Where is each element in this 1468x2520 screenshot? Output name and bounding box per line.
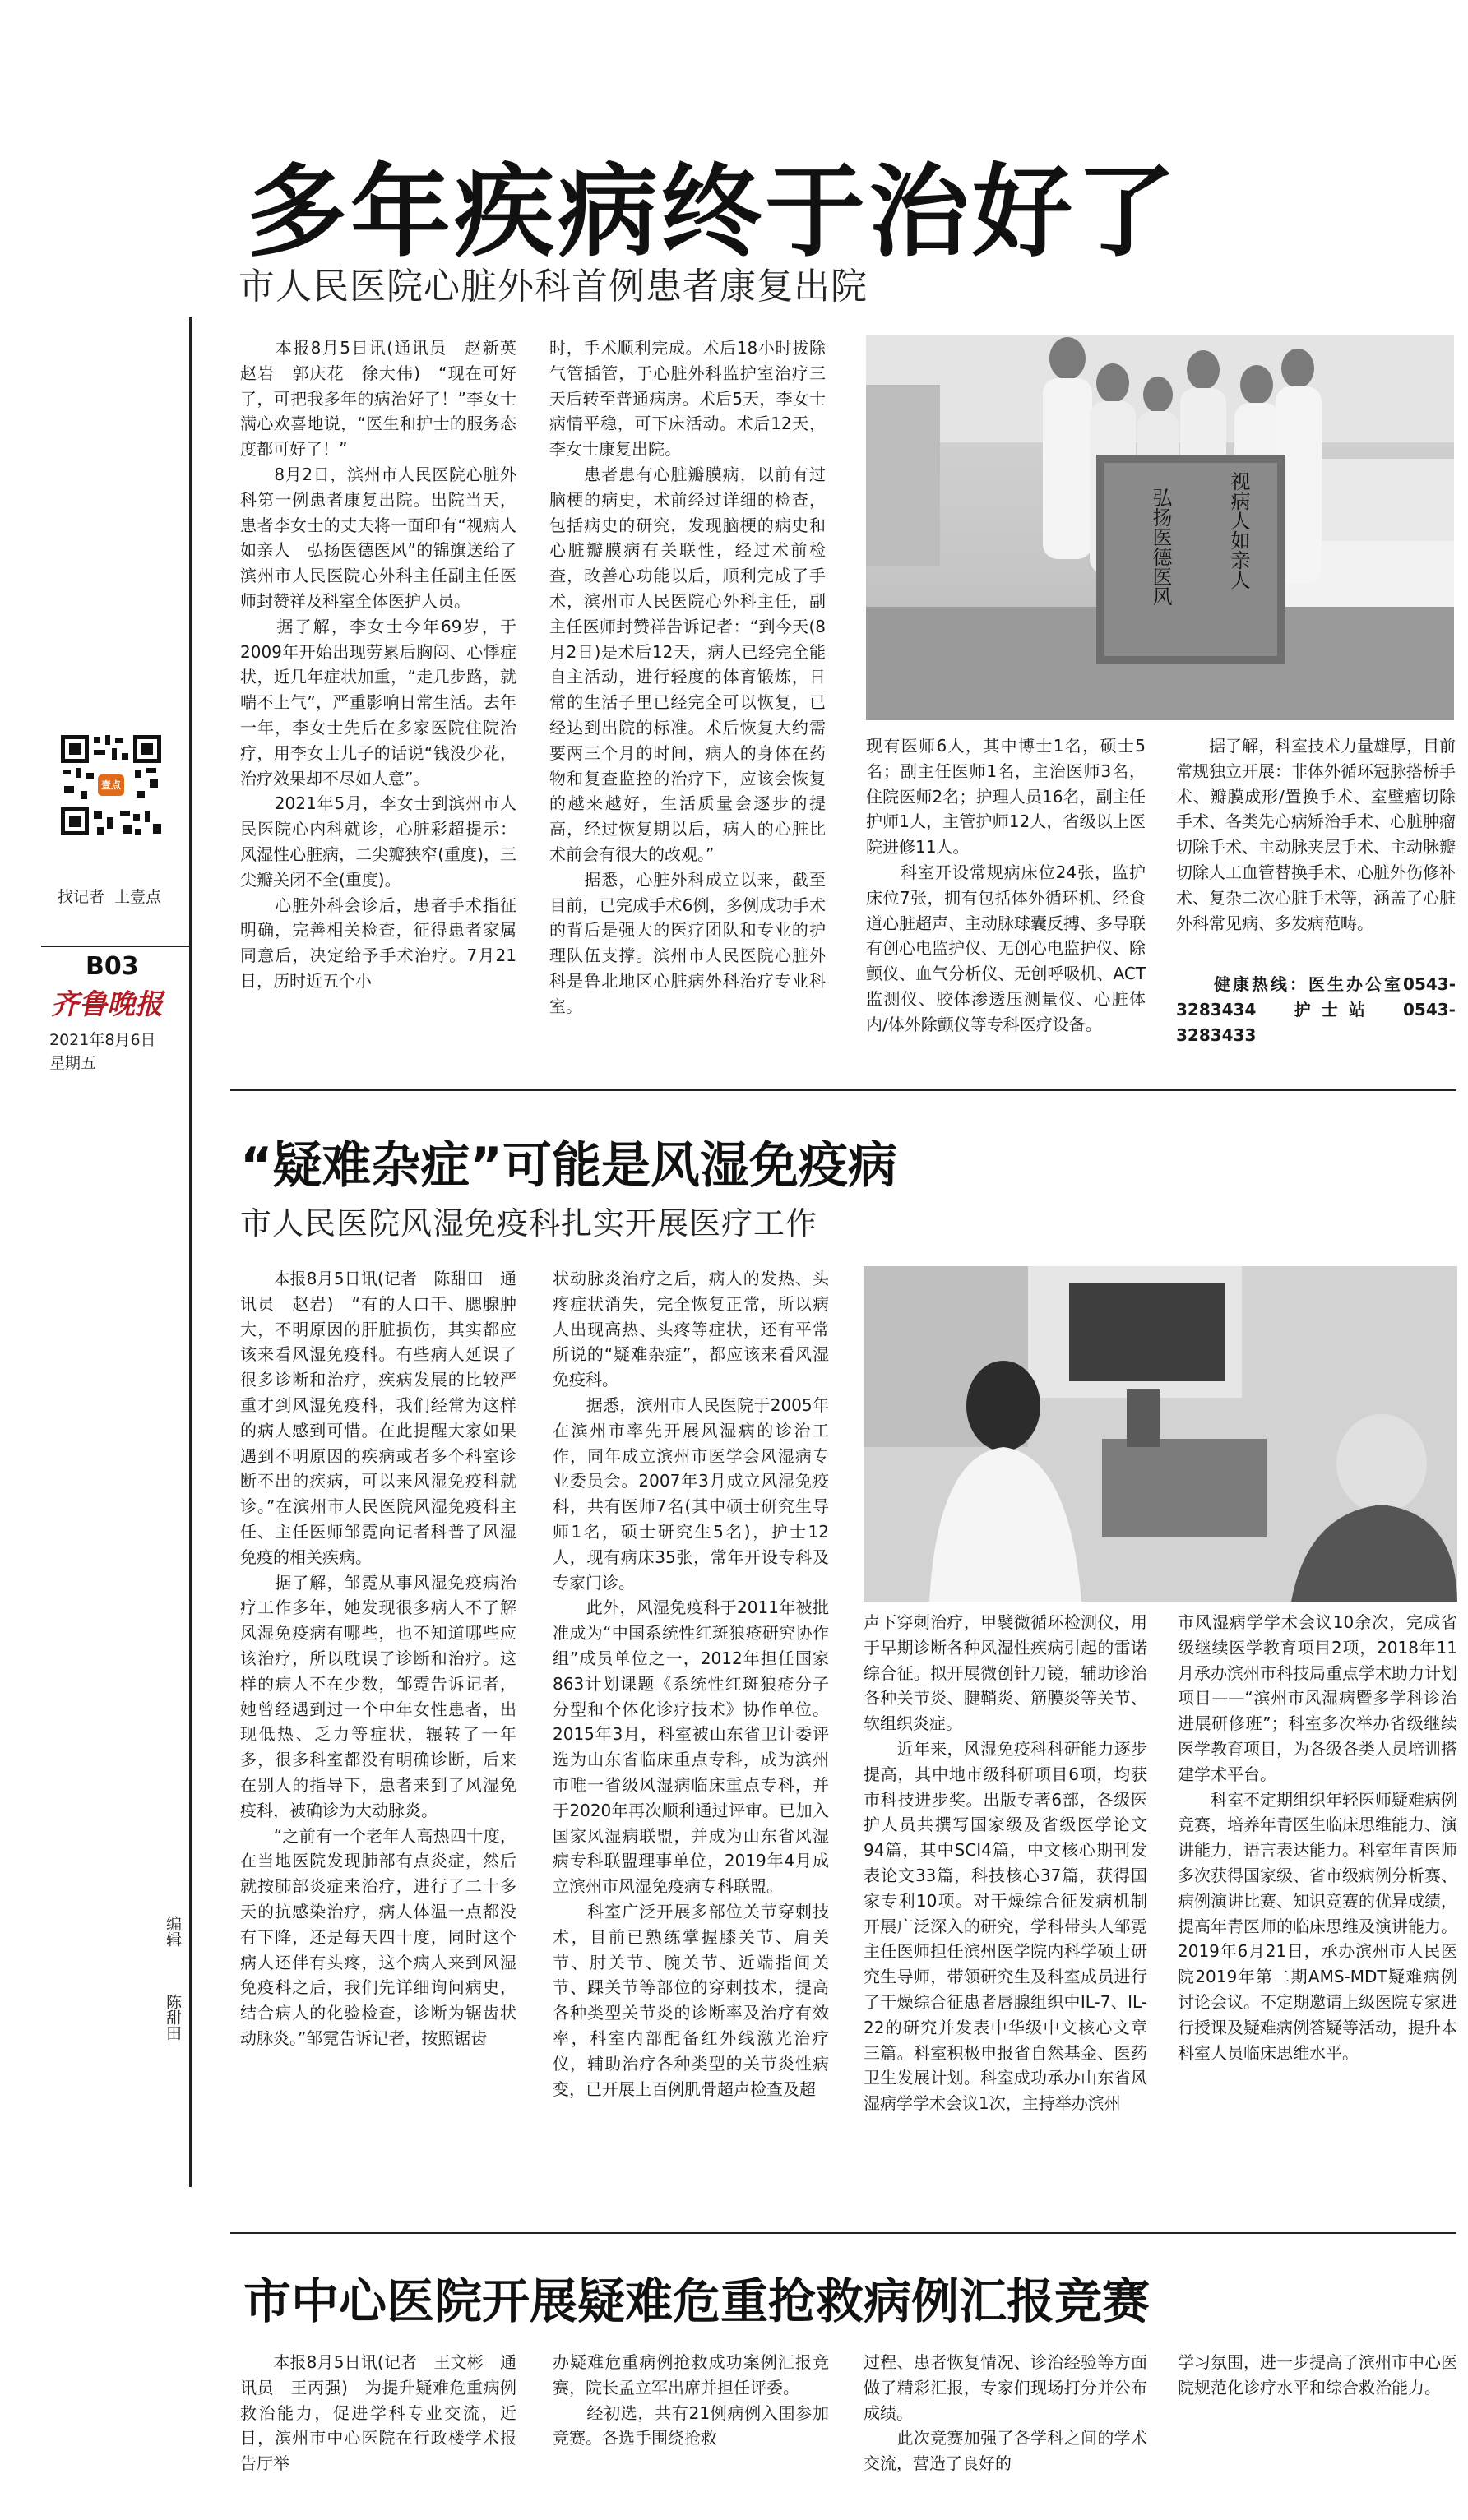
article1-headline: 多年疾病终于治好了 xyxy=(247,154,1179,270)
health-hotline: 健康热线：医生办公室0543-3283434 护士站 0543-3283433 xyxy=(1176,974,1456,1045)
article3-col4: 学习氛围，进一步提高了滨州市中心医院规范化诊疗水平和综合救治能力。 xyxy=(1178,2352,1457,2397)
doctor-examination-image xyxy=(864,1266,1457,1602)
article1-photo xyxy=(866,335,1454,720)
article-divider-1 xyxy=(230,1089,1456,1091)
qr-code[interactable] xyxy=(58,732,164,839)
page-code: B03 xyxy=(86,952,139,981)
article2-photo xyxy=(864,1266,1457,1602)
paper-name: 齐鲁晚报 xyxy=(51,988,163,1021)
qr-badge: 壹点 xyxy=(98,774,124,796)
article1-col2: 时，手术顺利完成。术后18小时拔除气管插管，于心脏外科监护室治疗三天后转至普通病房。术后5天，李女士病情平稳，可下床活动。术后12天，李女士康复出院。 患者患有心脏瓣膜病，以前有过脑梗的病史，术前经过详细的检查，包括病史的研究，发现脑梗的病史和心脏瓣膜病有关联性，经过术前检查，改善心功能以后，顺利完成了手术，滨州市人民医院心外科主任，副主任医师封赞祥告诉记者：“到今天(8月2日)是术后12天，病人已经完全能自主活动，进行轻度的体育锻炼，日常的生活子里已经完全可以恢复，已经达到出院的标准。术后恢复大约需要两三个月的时间，病人的身体在药物和复查监控的治疗下，应该会恢复的越来越好，生活质量会逐步的提高，经过恢复期以后，病人的心脏比术前会有很大的改观。” 据悉，心脏外科成立以来，截至目前，已完成手术6例，多例成功手术的背后是强大的医疗团队和专业的护理队伍支撑。滨州市人民医院心脏外科是鲁北地区心脏病外科治疗专业科室。 xyxy=(549,338,826,1016)
article2-subhead: 市人民医院风湿免疫科扎实开展医疗工作 xyxy=(240,1205,818,1242)
banner-left: 视病人如亲人 xyxy=(1227,471,1250,590)
article3-col2: 办疑难危重病例抢救成功案例汇报竞赛，院长孟立军出席并担任评委。 经初选，共有21例病例入围参加竞赛。各选手围绕抢救 xyxy=(553,2352,829,2448)
article1-col3: 现有医师6人，其中博士1名，硕士5名；副主任医师1名，主治医师3名，住院医师2名；护理人员16名，副主任护师1人，主管护师12人，省级以上医院进修11人。 科室开设常规病床位24张，监护床位7张，拥有包括体外循环机、经食道心脏超声、主动脉球囊反搏、多导联有创心电监护仪、无创心电监护仪、除颤仪、血气分析仪、无创呼吸机、ACT监测仪、胶体渗透压测量仪、心脏体内/体外除颤仪等专科医疗设备。 xyxy=(866,736,1146,1034)
article-divider-2 xyxy=(230,2232,1456,2234)
sidebar-rule-bottom xyxy=(189,1073,192,2187)
sidebar xyxy=(0,0,189,2520)
reporter-label: 找记者 上壹点 xyxy=(58,888,162,906)
sidebar-rule-top xyxy=(189,317,192,1073)
issue-date: 2021年8月6日 xyxy=(49,1031,156,1049)
article3-headline: 市中心医院开展疑难危重抢救病例汇报竞赛 xyxy=(243,2273,1151,2329)
article3-col1: 本报8月5日讯(记者 王文彬 通讯员 王丙强) 为提升疑难危重病例救治能力，促进学科专业交流，近日，滨州市中心医院在行政楼学术报告厅举 xyxy=(240,2352,516,2474)
article2-col4: 市风湿病学学术会议10余次，完成省级继续医学教育项目2项，2018年11月承办滨州市科技局重点学术助力计划项目——“滨州市风湿病暨多学科诊治进展研修班”；科室多次举办省级继续医学教育项目，为各级各类人员培训搭建学术平台。 科室不定期组织年轻医师疑难病例竞赛，培养年青医生临床思维能力、演讲能力，语言表达能力。科室年青医师多次获得国家级、省市级病例分析赛、病例演讲比赛、知识竞赛的优异成绩，提高年青医师的临床思维及演讲能力。2019年6月21日，承办滨州市人民医院2019年第二期AMS-MDT疑难病例讨论会议。不定期邀请上级医院专家进行授课及疑难病例答疑等活动，提升本科室人员临床思维水平。 xyxy=(1178,1612,1457,2063)
article1-subhead: 市人民医院心脏外科首例患者康复出院 xyxy=(238,266,868,307)
article2-col2: 状动脉炎治疗之后，病人的发热、头疼症状消失，完全恢复正常，所以病人出现高热、头疼等症状，还有平常所说的“疑难杂症”，都应该来看风湿免疫科。 据悉，滨州市人民医院于2005年在滨州市率先开展风湿病的诊治工作，同年成立滨州市医学会风湿病专业委员会。2007年3月成立风湿免疫科，共有医师7名(其中硕士研究生导师1名，硕士研究生5名)，护士12人，现有病床35张，常年开设专科及专家门诊。 此外，风湿免疫科于2011年被批准成为“中国系统性红斑狼疮研究协作组”成员单位之一，2012年担任国家863计划课题《系统性红斑狼疮分子分型和个体化诊疗技术》协作单位。2015年3月，科室被山东省卫计委评选为山东省临床重点专科，成为滨州市唯一省级风湿病临床重点专科，并于2020年再次顺利通过评审。已加入国家风湿病联盟，并成为山东省风湿病专科联盟理事单位，2019年4月成立滨州市风湿免疫病专科联盟。 科室广泛开展多部位关节穿刺技术，目前已熟练掌握膝关节、肩关节、肘关节、腕关节、近端指间关节、踝关节等部位的穿刺技术，提高各种类型关节炎的诊断率及治疗有效率，科室内部配备红外线激光治疗仪，辅助治疗各种类型的关节炎性病变，已开展上百例肌骨超声检查及超 xyxy=(553,1269,829,2099)
article2-col3: 声下穿刺治疗，甲襞微循环检测仪，用于早期诊断各种风湿性疾病引起的雷诺综合征。拟开展微创针刀镜，辅助诊治各种关节炎、腱鞘炎、筋膜炎等关节、软组织炎症。 近年来，风湿免疫科科研能力逐步提高，其中地市级科研项目6项，均获市科技进步奖。出版专著6部，各级医护人员共撰写国家级及省级医学论文94篇，其中SCI4篇，中文核心期刊发表论文33篇，科技核心37篇，获得国家专利10项。对干燥综合征发病机制开展广泛深入的研究，学科带头人邹霓主任医师担任滨州医学院内科学硕士研究生导师，带领研究生及科室成员进行了干燥综合征患者唇腺组织中IL-7、IL-22的研究并发表中华级中文核心文章三篇。科室积极申报省自然基金、医药卫生发展计划。科室成功承办山东省风湿病学学术会议1次，主持举办滨州 xyxy=(864,1612,1147,2114)
banner-right: 弘扬医德医风 xyxy=(1149,488,1172,606)
article3-col3: 过程、患者恢复情况、诊治经验等方面做了精彩汇报，专家们现场打分并公布成绩。 此次竞赛加强了各学科之间的学术交流，营造了良好的 xyxy=(864,2352,1147,2474)
article1-col4: 据了解，科室技术力量雄厚，目前常规独立开展：非体外循环冠脉搭桥手术、瓣膜成形/置换手术、室壁瘤切除手术、各类先心病矫治手术、心脏肿瘤切除手术、主动脉夹层手术、主动脉瓣切除人工血管替换手术、心脏外伤修补术、复杂二次心脏手术等，涵盖了心脏外科常见病、多发病范畴。 xyxy=(1176,736,1456,933)
sidebar-separator xyxy=(41,946,189,947)
issue-weekday: 星期五 xyxy=(49,1054,97,1072)
article2-headline: “疑难杂症”可能是风湿免疫病 xyxy=(240,1137,897,1195)
article2-col1: 本报8月5日讯(记者 陈甜田 通讯员 赵岩) “有的人口干、腮腺肿大，不明原因的肝脏损伤，其实都应该来看风湿免疫科。有些病人延误了很多诊断和治疗，疾病发展的比较严重才到风湿免疫科，我们经常为这样的病人感到可惜。在此提醒大家如果遇到不明原因的疾病或者多个科室诊断不出的疾病，可以来风湿免疫科就诊。”在滨州市人民医院风湿免疫科主任、主任医师邹霓向记者科普了风湿免疫的相关疾病。 据了解，邹霓从事风湿免疫病治疗工作多年，她发现很多病人不了解风湿免疫病有哪些，也不知道哪些应该治疗，所以耽误了诊断和治疗。这样的病人不在少数，邹霓告诉记者，她曾经遇到过一个中年女性患者，出现低热、乏力等症状，辗转了一年多，很多科室都没有明确诊断，后来在别人的指导下，患者来到了风湿免疫科，被确诊为大动脉炎。 “之前有一个老年人高热四十度，在当地医院发现肺部有点炎症，然后就按肺部炎症来治疗，进行了二十多天的抗感染治疗，病人体温一点都没有下降，还是每天四十度，同时这个病人还伴有头疼，这个病人来到风湿免疫科之后，我们先详细询问病史，结合病人的化验检查，诊断为锯齿状动脉炎。”邹霓告诉记者，按照锯齿 xyxy=(240,1269,516,2048)
article1-col1: 本报8月5日讯(通讯员 赵新英 赵岩 郭庆花 徐大伟) “现在可好了，可把我多年的病治好了！”李女士满心欢喜地说，“医生和护士的服务态度都可好了！” 8月2日，滨州市人民医院心脏外科第一例患者康复出院。出院当天，患者李女士的丈夫将一面印有“视病人如亲人 弘扬医德医风”的锦旗送给了滨州市人民医院心外科主任副主任医师封赞祥及科室全体医护人员。 据了解，李女士今年69岁，于2009年开始出现劳累后胸闷、心悸症状，近几年症状加重，“走几步路，就喘不上气”，严重影响日常生活。去年一年，李女士先后在多家医院住院治疗，用李女士儿子的话说“钱没少花，治疗效果却不尽如人意”。 2021年5月，李女士到滨州市人民医院心内科就诊，心脏彩超提示：风湿性心脏病，二尖瓣狭窄(重度)，三尖瓣关闭不全(重度)。 心脏外科会诊后，患者手术指征明确，完善相关检查，征得患者家属同意后，决定给予手术治疗。7月21日，历时近五个小 xyxy=(240,338,516,991)
editor-label: 编辑 xyxy=(164,1916,182,1947)
editor-name: 陈甜田 xyxy=(164,1994,182,2041)
